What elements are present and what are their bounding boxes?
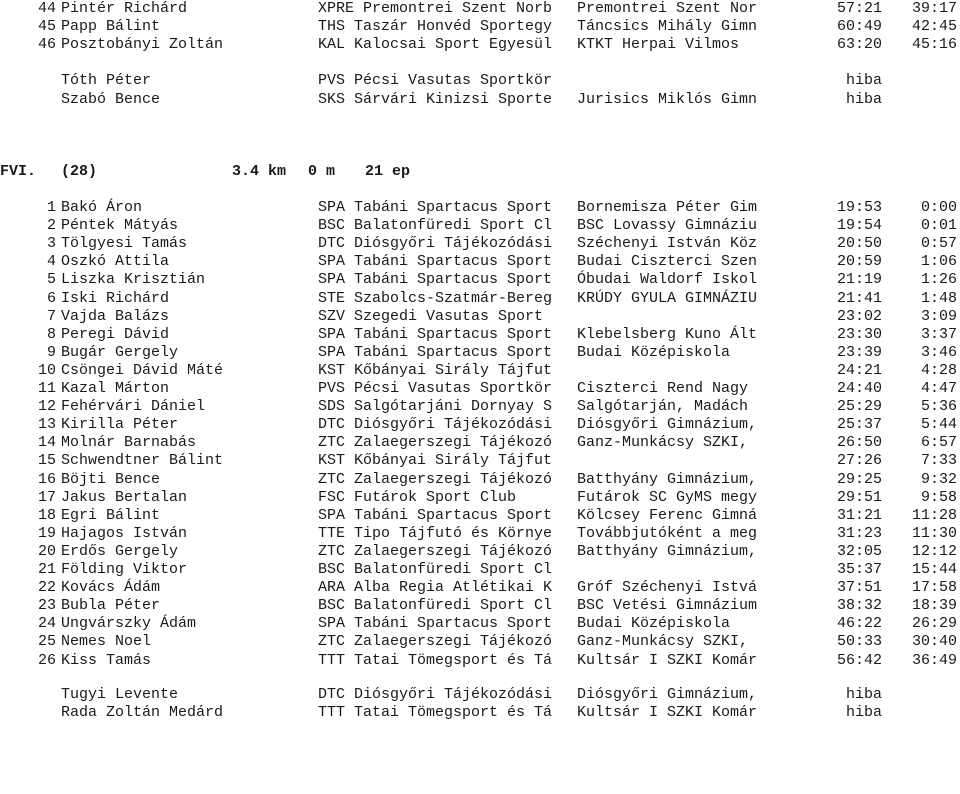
position: 14 xyxy=(37,434,56,452)
club: ARA Alba Regia Atlétikai K xyxy=(318,579,553,597)
competitor-name: Péntek Mátyás xyxy=(61,217,179,235)
competitor-name: Fehérvári Dániel xyxy=(61,398,206,416)
competitor-name: Nemes Noel xyxy=(61,633,152,651)
club: ZTC Zalaegerszegi Tájékozó xyxy=(318,633,553,651)
time-behind: 11:28 xyxy=(911,506,957,524)
club: BSC Balatonfüredi Sport Cl xyxy=(318,597,553,615)
time-behind: 6:57 xyxy=(920,434,957,452)
position: 10 xyxy=(37,361,56,379)
finish-time: 56:42 xyxy=(836,651,882,669)
finish-time: 24:40 xyxy=(836,380,882,397)
finish-time: 19:53 xyxy=(836,199,882,216)
club: SPA Tabáni Spartacus Sport xyxy=(318,199,553,216)
time-behind: 0:00 xyxy=(920,199,957,216)
category-count: (28) xyxy=(61,163,98,180)
control-count: 21 ep xyxy=(365,163,411,180)
school: Kultsár I SZKI Komár xyxy=(577,651,758,669)
finish-time: 25:29 xyxy=(836,398,882,416)
time-behind: 26:29 xyxy=(911,615,957,633)
time-behind: 5:44 xyxy=(920,416,957,434)
competitor-name: Jakus Bertalan xyxy=(61,488,188,506)
school: Klebelsberg Kuno Ált xyxy=(577,325,758,343)
error-row xyxy=(0,91,882,109)
position: 3 xyxy=(46,235,56,253)
competitor-name: Egri Bálint xyxy=(61,506,161,524)
error-row xyxy=(0,704,882,722)
position: 23 xyxy=(37,597,56,615)
time-behind: 4:28 xyxy=(920,361,957,379)
competitor-name: Liszka Krisztián xyxy=(61,271,206,289)
competitor-name: Csöngei Dávid Máté xyxy=(61,361,224,379)
result-row xyxy=(0,36,957,54)
time-behind: 30:40 xyxy=(911,633,957,651)
club: TTE Tipo Tájfutó és Környe xyxy=(318,524,553,542)
club: KST Kőbányai Sirály Tájfut xyxy=(318,452,553,470)
club: PVS Pécsi Vasutas Sportkör xyxy=(318,380,553,397)
competitor-name: Földing Viktor xyxy=(61,561,188,578)
school: Futárok SC GyMS megy xyxy=(577,488,758,506)
time-behind: 42:45 xyxy=(911,18,957,35)
time-behind: 5:36 xyxy=(920,398,957,416)
competitor-name: Papp Bálint xyxy=(61,18,161,35)
club: ZTC Zalaegerszegi Tájékozó xyxy=(318,434,553,452)
club: DTC Diósgyőri Tájékozódási xyxy=(318,416,553,434)
finish-time: 50:33 xyxy=(836,633,882,651)
competitor-name: Kazal Márton xyxy=(61,380,170,397)
school: Budai Középiskola xyxy=(577,615,731,633)
finish-time: 23:02 xyxy=(836,307,882,325)
competitor-name: Iski Richárd xyxy=(61,289,170,307)
competitor-name: Böjti Bence xyxy=(61,470,161,488)
time-behind: 0:01 xyxy=(920,217,957,235)
time-behind: 0:57 xyxy=(920,235,957,253)
competitor-name: Bakó Áron xyxy=(61,199,143,216)
club: TTT Tatai Tömegsport és Tá xyxy=(318,704,553,721)
finish-time: 24:21 xyxy=(836,361,882,379)
competitor-name: Szabó Bence xyxy=(61,91,161,108)
time-behind: 9:58 xyxy=(920,488,957,506)
competitor-name: Tóth Péter xyxy=(61,72,152,89)
result-row xyxy=(0,0,957,18)
school: Ganz-Munkácsy SZKI, xyxy=(577,633,749,651)
finish-time: 29:25 xyxy=(836,470,882,488)
result-row xyxy=(0,18,957,36)
competitor-name: Pintér Richárd xyxy=(61,0,188,17)
finish-time: 37:51 xyxy=(836,579,882,597)
competitor-name: Kirilla Péter xyxy=(61,416,179,434)
status-label: hiba xyxy=(845,704,882,721)
club: THS Taszár Honvéd Sportegy xyxy=(318,18,553,35)
course-climb: 0 m xyxy=(308,163,336,180)
position: 25 xyxy=(37,633,56,651)
position: 12 xyxy=(37,398,56,416)
club: KAL Kalocsai Sport Egyesül xyxy=(318,36,553,53)
position: 17 xyxy=(37,488,56,506)
position: 45 xyxy=(37,18,56,35)
time-behind: 15:44 xyxy=(911,561,957,578)
school: Budai Középiskola xyxy=(577,343,731,361)
competitor-name: Tugyi Levente xyxy=(61,686,179,703)
club: DTC Diósgyőri Tájékozódási xyxy=(318,235,553,253)
finish-time: 23:30 xyxy=(836,325,882,343)
competitor-name: Kiss Tamás xyxy=(61,651,152,669)
position: 20 xyxy=(37,542,56,560)
school: Bornemisza Péter Gim xyxy=(577,199,758,216)
school: Batthyány Gimnázium, xyxy=(577,542,758,560)
club: PVS Pécsi Vasutas Sportkör xyxy=(318,72,553,89)
competitor-name: Peregi Dávid xyxy=(61,325,170,343)
time-behind: 1:26 xyxy=(920,271,957,289)
time-behind: 11:30 xyxy=(911,524,957,542)
time-behind: 1:48 xyxy=(920,289,957,307)
finish-time: 20:50 xyxy=(836,235,882,253)
club: SPA Tabáni Spartacus Sport xyxy=(318,253,553,271)
club: ZTC Zalaegerszegi Tájékozó xyxy=(318,542,553,560)
position: 44 xyxy=(37,0,56,17)
club: BSC Balatonfüredi Sport Cl xyxy=(318,561,553,578)
finish-time: 32:05 xyxy=(836,542,882,560)
position: 5 xyxy=(46,271,56,289)
competitor-name: Hajagos István xyxy=(61,524,188,542)
school: Gróf Széchenyi Istvá xyxy=(577,579,758,597)
status-label: hiba xyxy=(845,686,882,703)
finish-time: 31:21 xyxy=(836,506,882,524)
finish-time: 60:49 xyxy=(836,18,882,35)
competitor-name: Bugár Gergely xyxy=(61,343,179,361)
position: 1 xyxy=(46,199,56,216)
category-name: FVI. xyxy=(0,163,37,180)
finish-time: 23:39 xyxy=(836,343,882,361)
error-row xyxy=(0,72,882,90)
position: 9 xyxy=(46,343,56,361)
club: SPA Tabáni Spartacus Sport xyxy=(318,271,553,289)
finish-time: 35:37 xyxy=(836,561,882,578)
time-behind: 18:39 xyxy=(911,597,957,615)
status-label: hiba xyxy=(845,72,882,89)
position: 11 xyxy=(37,380,56,397)
school: Kultsár I SZKI Komár xyxy=(577,704,758,721)
position: 46 xyxy=(37,36,56,53)
school: BSC Vetési Gimnázium xyxy=(577,597,758,615)
school: Batthyány Gimnázium, xyxy=(577,470,758,488)
school: Ciszterci Rend Nagy xyxy=(577,380,749,397)
time-behind: 1:06 xyxy=(920,253,957,271)
time-behind: 7:33 xyxy=(920,452,957,470)
finish-time: 25:37 xyxy=(836,416,882,434)
club: FSC Futárok Sport Club xyxy=(318,488,517,506)
competitor-name: Oszkó Attila xyxy=(61,253,170,271)
finish-time: 20:59 xyxy=(836,253,882,271)
school: Széchenyi István Köz xyxy=(577,235,758,253)
club: SZV Szegedi Vasutas Sport xyxy=(318,307,544,325)
competitor-name: Bubla Péter xyxy=(61,597,161,615)
finish-time: 57:21 xyxy=(836,0,882,17)
error-row xyxy=(0,686,882,704)
competitor-name: Rada Zoltán Medárd xyxy=(61,704,224,721)
club: TTT Tatai Tömegsport és Tá xyxy=(318,651,553,669)
club: KST Kőbányai Sirály Tájfut xyxy=(318,361,553,379)
time-behind: 45:16 xyxy=(911,36,957,53)
club: SPA Tabáni Spartacus Sport xyxy=(318,615,553,633)
club: ZTC Zalaegerszegi Tájékozó xyxy=(318,470,553,488)
finish-time: 63:20 xyxy=(836,36,882,53)
school: Salgótarján, Madách xyxy=(577,398,749,416)
time-behind: 3:46 xyxy=(920,343,957,361)
school: Kölcsey Ferenc Gimná xyxy=(577,506,758,524)
club: SPA Tabáni Spartacus Sport xyxy=(318,343,553,361)
position: 4 xyxy=(46,253,56,271)
club: BSC Balatonfüredi Sport Cl xyxy=(318,217,553,235)
school: BSC Lovassy Gimnáziu xyxy=(577,217,758,235)
school: Továbbjutóként a meg xyxy=(577,524,758,542)
competitor-name: Tölgyesi Tamás xyxy=(61,235,188,253)
club: XPRE Premontrei Szent Norb xyxy=(318,0,553,17)
position: 15 xyxy=(37,452,56,470)
time-behind: 17:58 xyxy=(911,579,957,597)
time-behind: 4:47 xyxy=(920,380,957,397)
time-behind: 12:12 xyxy=(911,542,957,560)
status-label: hiba xyxy=(845,91,882,108)
club: SDS Salgótarjáni Dornyay S xyxy=(318,398,553,416)
club: DTC Diósgyőri Tájékozódási xyxy=(318,686,553,703)
finish-time: 31:23 xyxy=(836,524,882,542)
position: 21 xyxy=(37,561,56,578)
finish-time: 46:22 xyxy=(836,615,882,633)
course-length: 3.4 km xyxy=(232,163,287,180)
position: 22 xyxy=(37,579,56,597)
competitor-name: Schwendtner Bálint xyxy=(61,452,224,470)
position: 7 xyxy=(46,307,56,325)
position: 2 xyxy=(46,217,56,235)
school: Diósgyőri Gimnázium, xyxy=(577,686,758,703)
school: Diósgyőri Gimnázium, xyxy=(577,416,758,434)
time-behind: 3:37 xyxy=(920,325,957,343)
school: Táncsics Mihály Gimn xyxy=(577,18,758,35)
competitor-name: Erdős Gergely xyxy=(61,542,179,560)
club: STE Szabolcs-Szatmár-Bereg xyxy=(318,289,553,307)
school: KRÚDY GYULA GIMNÁZIU xyxy=(577,289,758,307)
position: 13 xyxy=(37,416,56,434)
competitor-name: Ungvárszky Ádám xyxy=(61,615,197,633)
time-behind: 39:17 xyxy=(911,0,957,17)
club: SKS Sárvári Kinizsi Sporte xyxy=(318,91,553,108)
time-behind: 9:32 xyxy=(920,470,957,488)
category-header xyxy=(0,163,411,181)
finish-time: 21:19 xyxy=(836,271,882,289)
position: 26 xyxy=(37,651,56,669)
competitor-name: Kovács Ádám xyxy=(61,579,161,597)
school: Budai Ciszterci Szen xyxy=(577,253,758,271)
position: 8 xyxy=(46,325,56,343)
school: Premontrei Szent Nor xyxy=(577,0,758,17)
position: 16 xyxy=(37,470,56,488)
school: KTKT Herpai Vilmos xyxy=(577,36,740,53)
finish-time: 19:54 xyxy=(836,217,882,235)
finish-time: 26:50 xyxy=(836,434,882,452)
time-behind: 3:09 xyxy=(920,307,957,325)
finish-time: 21:41 xyxy=(836,289,882,307)
club: SPA Tabáni Spartacus Sport xyxy=(318,325,553,343)
competitor-name: Posztobányi Zoltán xyxy=(61,36,224,53)
finish-time: 38:32 xyxy=(836,597,882,615)
position: 19 xyxy=(37,524,56,542)
school: Ganz-Munkácsy SZKI, xyxy=(577,434,749,452)
finish-time: 29:51 xyxy=(836,488,882,506)
position: 18 xyxy=(37,506,56,524)
school: Óbudai Waldorf Iskol xyxy=(577,271,758,289)
competitor-name: Molnár Barnabás xyxy=(61,434,197,452)
club: SPA Tabáni Spartacus Sport xyxy=(318,506,553,524)
time-behind: 36:49 xyxy=(911,651,957,669)
competitor-name: Vajda Balázs xyxy=(61,307,170,325)
school: Jurisics Miklós Gimn xyxy=(577,91,758,108)
finish-time: 27:26 xyxy=(836,452,882,470)
position: 24 xyxy=(37,615,56,633)
position: 6 xyxy=(46,289,56,307)
